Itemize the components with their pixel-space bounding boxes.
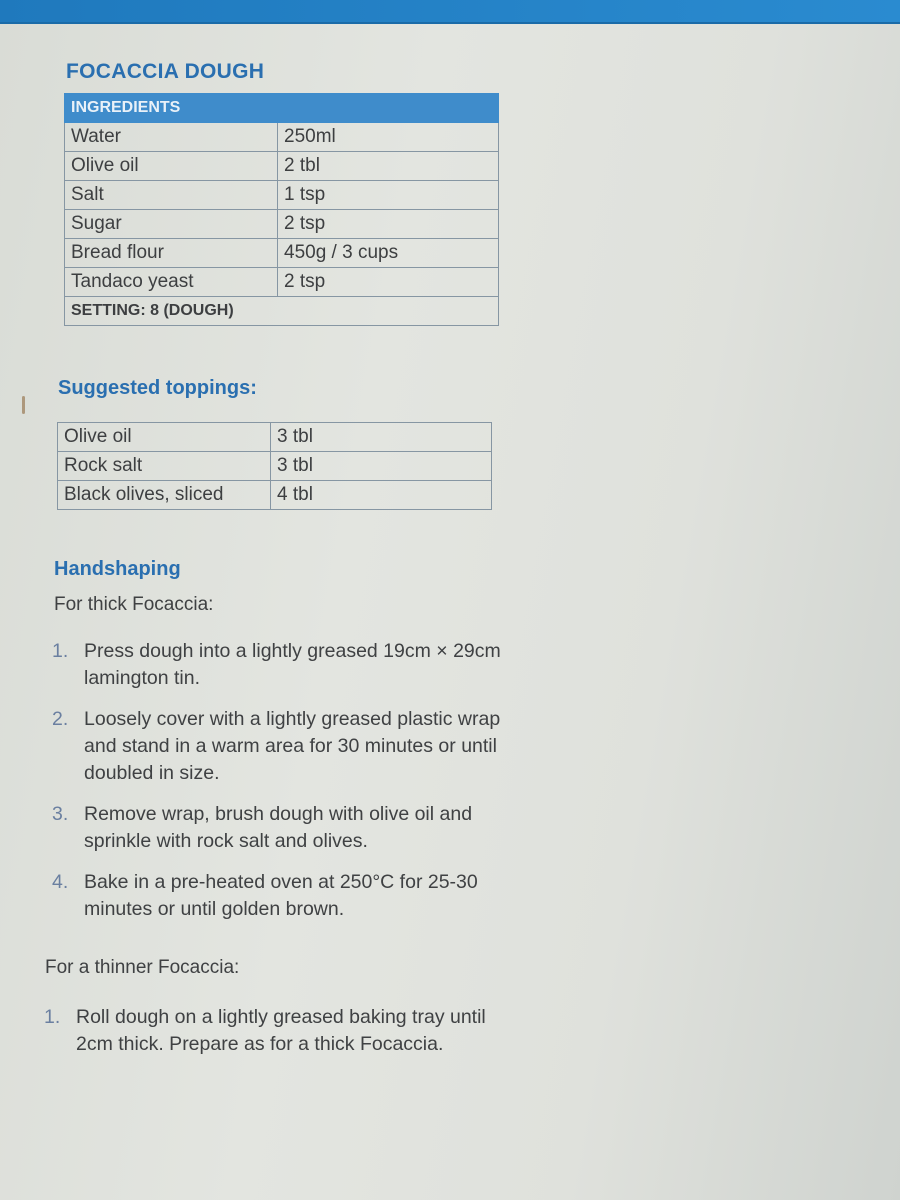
- list-item: [44, 1004, 524, 1058]
- list-item: [52, 869, 532, 923]
- list-item: [52, 706, 532, 787]
- topping-qty: 3 tbl: [271, 423, 492, 452]
- topping-qty: 3 tbl: [271, 452, 492, 481]
- step-text: Roll dough on a lightly greased baking tray until 2cm thick. Prepare as for a thick Focaccia.: [76, 1006, 486, 1055]
- machine-setting: SETTING: 8 (DOUGH): [65, 297, 499, 326]
- ingredient-name: Tandaco yeast: [65, 268, 278, 297]
- ingredients-table: [64, 93, 499, 326]
- table-row: [65, 152, 499, 181]
- list-item: [52, 638, 532, 692]
- step-text: Bake in a pre-heated oven at 250°C for 25-30 minutes or until golden brown.: [84, 871, 478, 920]
- table-row: [58, 452, 492, 481]
- ingredient-qty: 2 tsp: [278, 210, 499, 239]
- thick-steps-list: [52, 638, 532, 923]
- ingredient-name: Bread flour: [65, 239, 278, 268]
- step-number: 4.: [52, 871, 69, 893]
- table-row: [65, 268, 499, 297]
- handshaping-heading: Handshaping: [54, 558, 181, 580]
- setting-row: [65, 297, 499, 326]
- list-item: [52, 801, 532, 855]
- ingredient-name: Salt: [65, 181, 278, 210]
- topping-name: Black olives, sliced: [58, 481, 271, 510]
- step-number: 3.: [52, 803, 69, 825]
- ingredient-qty: 250ml: [278, 123, 499, 152]
- topping-name: Olive oil: [58, 423, 271, 452]
- recipe-title: FOCACCIA DOUGH: [66, 60, 265, 83]
- step-number: 1.: [44, 1006, 61, 1028]
- thin-steps-list: [44, 1004, 524, 1058]
- ingredient-qty: 2 tsp: [278, 268, 499, 297]
- table-row: [65, 210, 499, 239]
- toppings-heading: Suggested toppings:: [58, 377, 257, 399]
- table-row: [65, 181, 499, 210]
- topping-name: Rock salt: [58, 452, 271, 481]
- ingredient-name: Sugar: [65, 210, 278, 239]
- thick-focaccia-intro: For thick Focaccia:: [54, 594, 214, 615]
- table-row: [58, 423, 492, 452]
- ingredient-qty: 2 tbl: [278, 152, 499, 181]
- step-text: Loosely cover with a lightly greased plastic wrap and stand in a warm area for 30 minutes or until doubled in size.: [84, 708, 501, 784]
- toppings-table: [57, 422, 492, 510]
- step-number: 2.: [52, 708, 69, 730]
- ingredients-header-row: [65, 94, 499, 123]
- step-text: Remove wrap, brush dough with olive oil and sprinkle with rock salt and olives.: [84, 803, 473, 852]
- step-number: 1.: [52, 640, 69, 662]
- topping-qty: 4 tbl: [271, 481, 492, 510]
- ingredients-header: INGREDIENTS: [65, 94, 499, 123]
- ingredient-name: Olive oil: [65, 152, 278, 181]
- table-row: [65, 239, 499, 268]
- ingredient-name: Water: [65, 123, 278, 152]
- table-row: [58, 481, 492, 510]
- thin-focaccia-intro: For a thinner Focaccia:: [45, 957, 240, 978]
- step-text: Press dough into a lightly greased 19cm × 29cm lamington tin.: [84, 640, 501, 689]
- ingredient-qty: 1 tsp: [278, 181, 499, 210]
- ingredient-qty: 450g / 3 cups: [278, 239, 499, 268]
- table-row: [65, 123, 499, 152]
